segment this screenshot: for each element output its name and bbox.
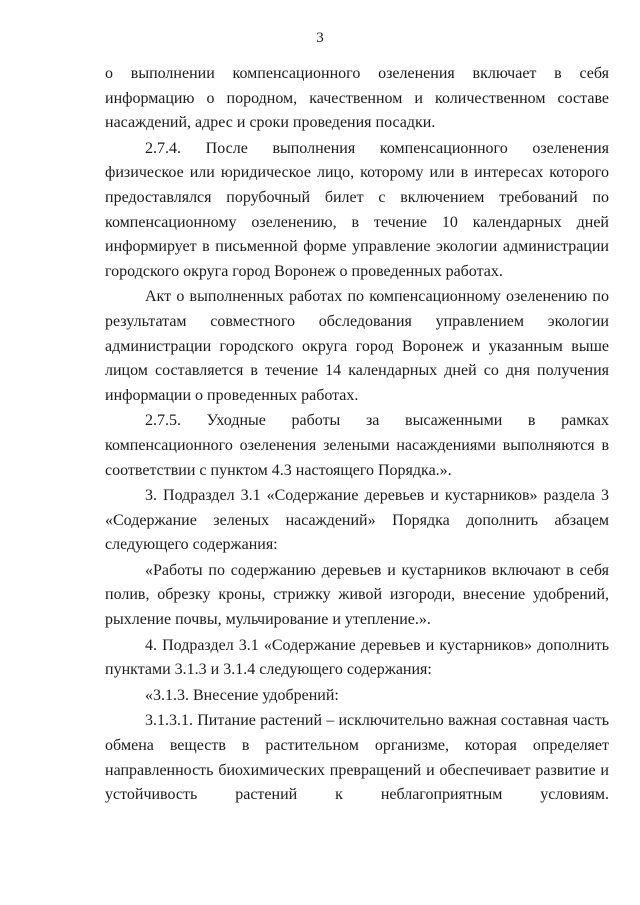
paragraph-continuation: о выполнении компенсационного озеленения включает в себя информацию о породном, качественном и количественном составе насаждений, адрес и сроки проведения посадки. [105,65,609,132]
document-body [105,62,609,809]
paragraph-3-1-3: «3.1.3. Внесение удобрений: [145,686,339,704]
paragraph-item-4: 4. Подраздел 3.1 «Содержание деревьев и кустарников» дополнить пунктами 3.1.3 и 3.1.4 следующего содержания: [105,636,609,679]
paragraph-quote-works: «Работы по содержанию деревьев и кустарников включают в себя полив, обрезку кроны, стрижку живой изгороди, внесение удобрений, рыхление почвы, мульчирование и утепление.». [105,561,609,629]
paragraph-2-7-4: 2.7.4. После выполнения компенсационного озеленения физическое или юридическое лицо, которому или в интересах которого предоставлялся порубочный билет с включением требований по компенсационному озеленению, в течение 10 календарных дней информирует в письменной форме управление экологии администрации городского округа город Воронеж о проведенных работах. [105,139,609,280]
page-number: 3 [316,30,324,46]
paragraph-2-7-5: 2.7.5. Уходные работы за высаженными в рамках компенсационного озеленения зелеными насаждениями выполняются в соответствии с пунктом 4.3 настоящего Порядка.». [105,412,609,479]
paragraph-3-1-3-1: 3.1.3.1. Питание растений – исключительно важная составная часть обмена веществ в растительном организме, которая определяет направленность биохимических превращений и обеспечивает развитие и устойчивость растений к неблагоприятным условиям. [105,712,609,804]
paragraph-act: Акт о выполненных работах по компенсационному озеленению по результатам совместного обследования управлением экологии администрации городского округа город Воронеж и указанным выше лицом составляется в течение 14 календарных дней со дня получения информации о проведенных работах. [105,288,609,404]
paragraph-item-3: 3. Подраздел 3.1 «Содержание деревьев и кустарников» раздела 3 «Содержание зеленых насаждений» Порядка дополнить абзацем следующего содержания: [105,487,609,554]
